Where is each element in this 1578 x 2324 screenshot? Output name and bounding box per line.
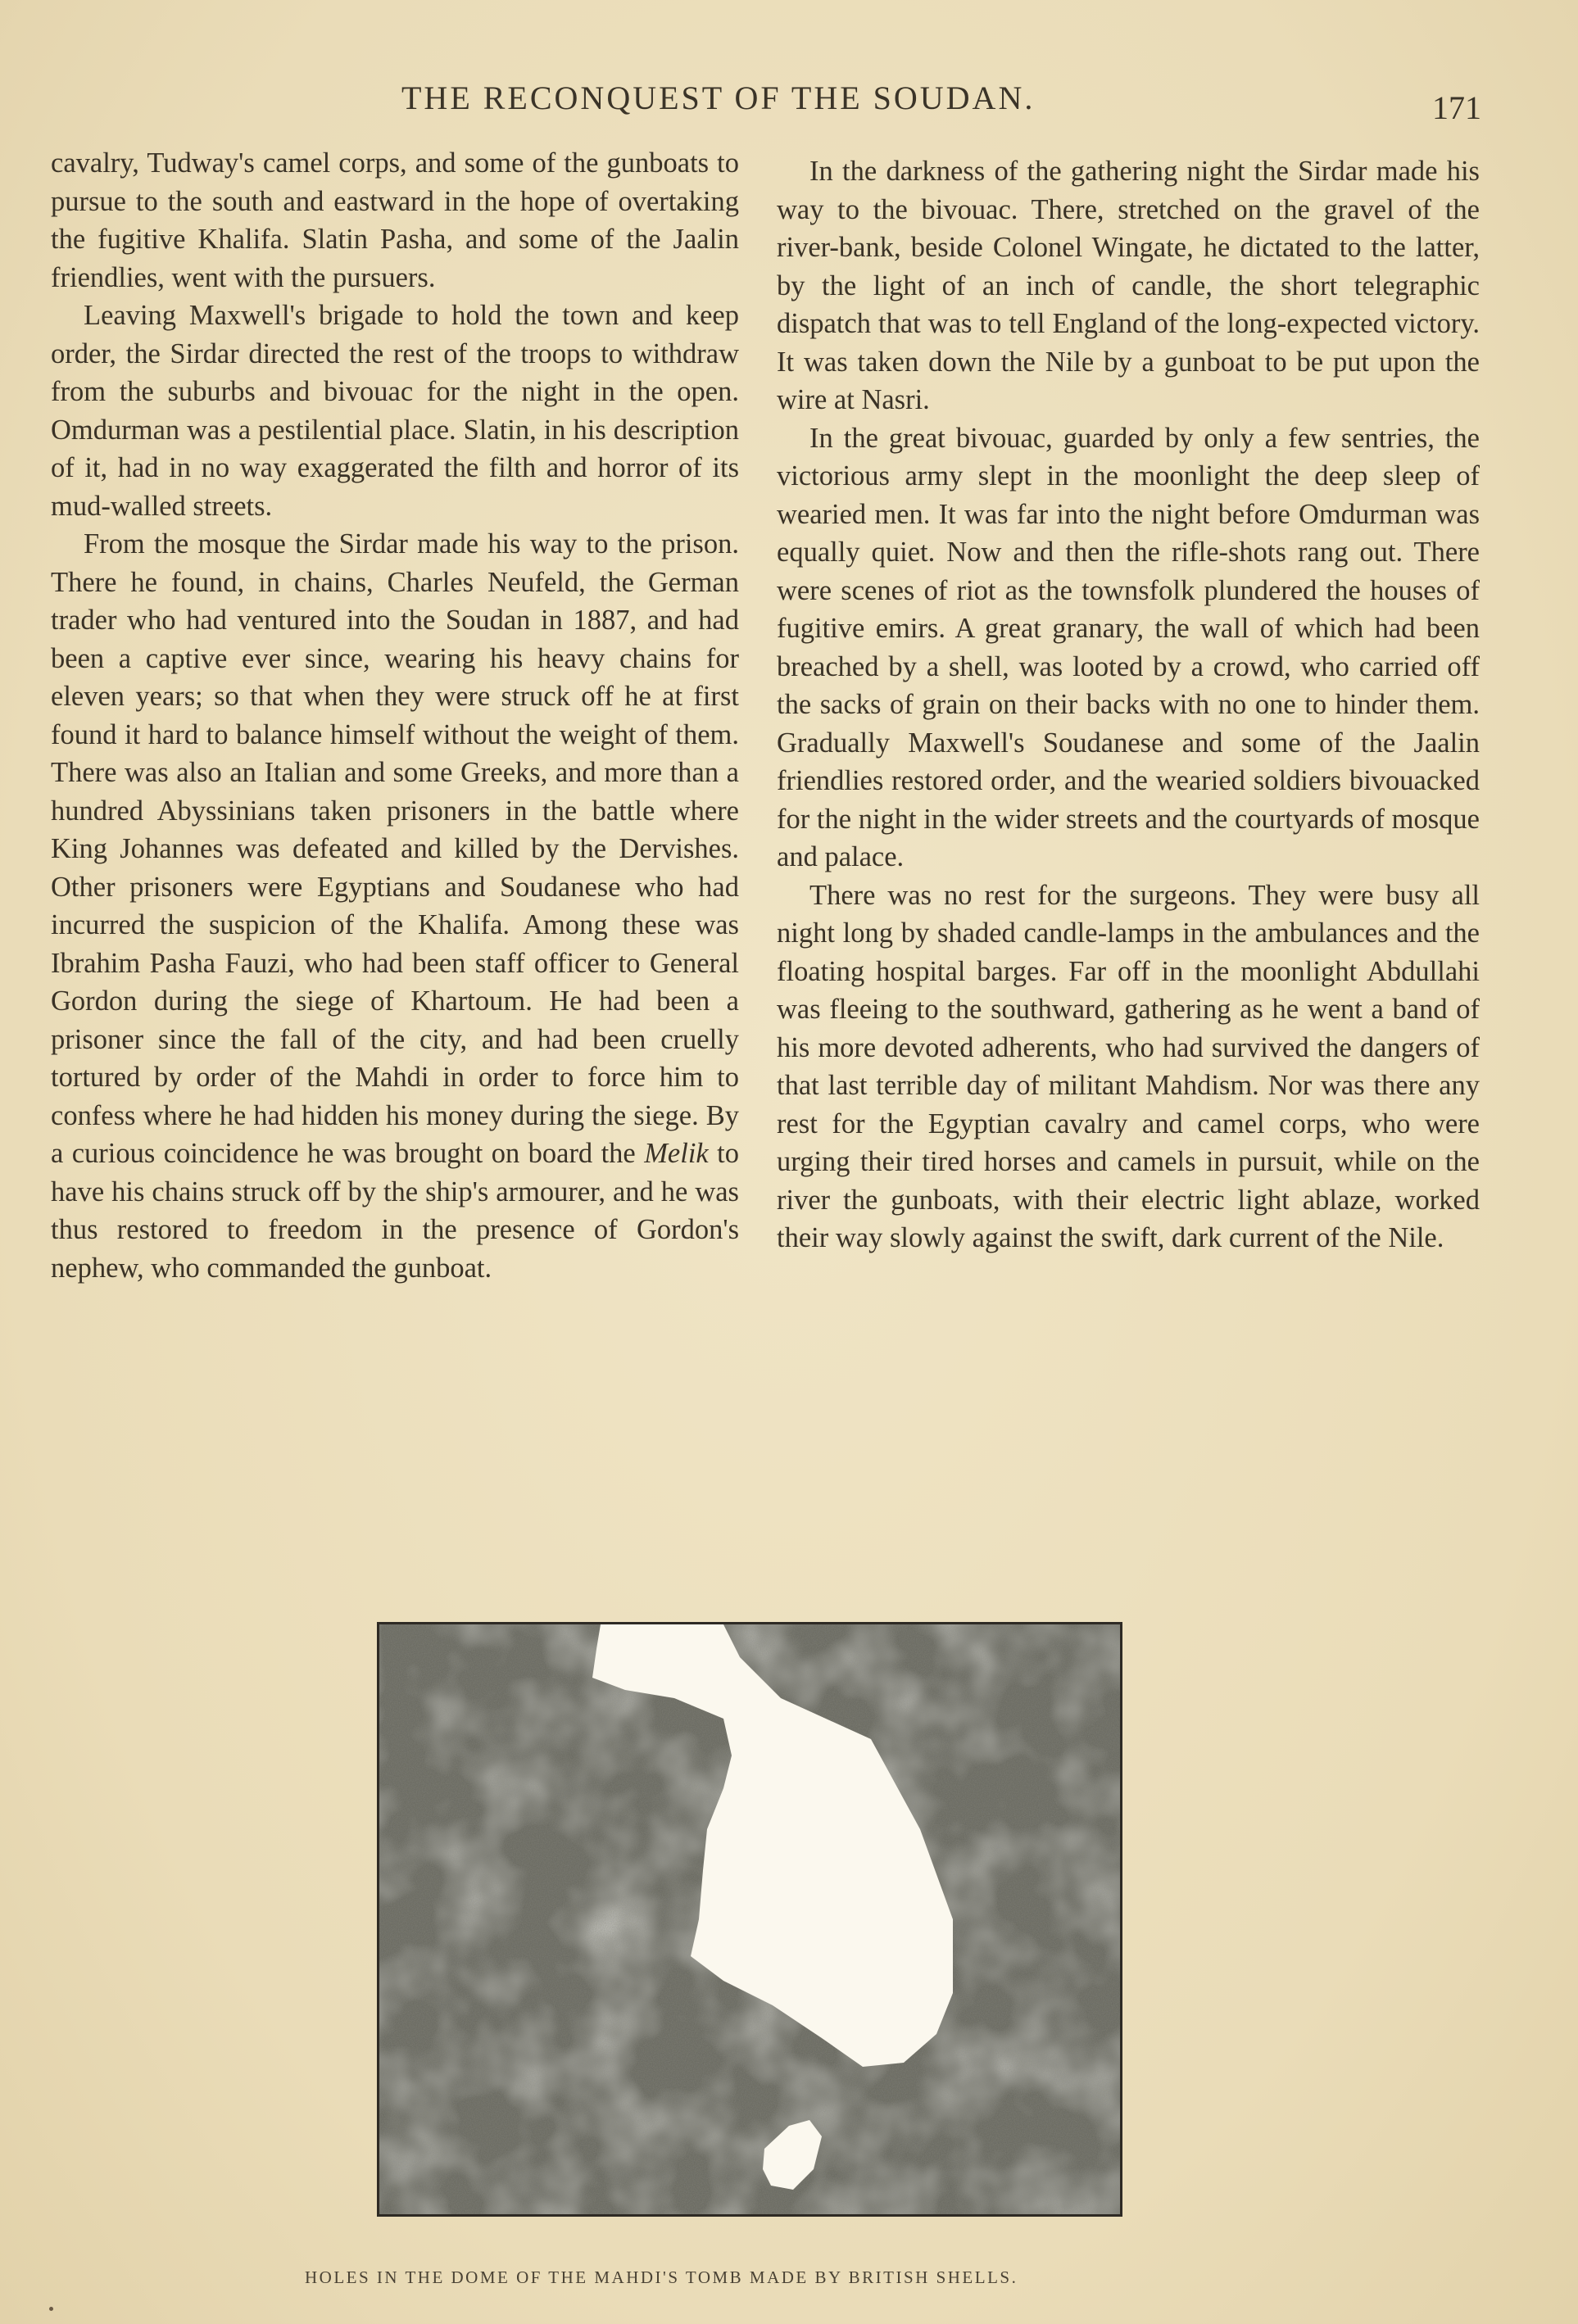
- paragraph: There was no rest for the surgeons. They were busy all night long by shaded candle-lamps in the ambulances and the floating hospital barges. Far off in the moonlight Abdullahi was fleeing to the southward, gathering as he went a band of his more devoted adherents, who had survived the dangers of that last terrible day of militant Mahdism. Nor was there any rest for the Egyptian cavalry and camel corps, who were urging their tired horses and camels in pursuit, while on the river the gunboats, with their electric light ablaze, worked their way slowly against the swift, dark current of the Nile.: [777, 879, 1480, 1253]
- dome-photo-illustration: [379, 1624, 1120, 2214]
- page-number: 171: [1432, 89, 1481, 126]
- paragraph-text: From the mosque the Sirdar made his way to the prison. There he found, in chains, Charles Neufeld, the German trader who had ventured into the Soudan in 1887, and had been a captive ever since, wearing his heavy chains for eleven years; so that when they were struck off he at first found it hard to balance himself without the weight of them. There was also an Italian and some Greeks, and more than a hundred Abyssinians taken prisoners in the battle where King Johannes was defeated and killed by the Dervishes. Other prisoners were Egyptians and Soudanese who had incurred the suspicion of the Khalifa. Among these was Ibrahim Pasha Fauzi, who had been staff officer to General Gordon during the siege of Khartoum. He had been a prisoner since the fall of the city, and had been cruelly tortured by order of the Mahdi in order to force him to confess where he had hidden his money during the siege. By a curious coincidence he was brought on board the: [51, 528, 739, 1169]
- figure-caption: HOLES IN THE DOME OF THE MAHDI'S TOMB MADE BY BRITISH SHELLS.: [305, 2267, 1018, 2287]
- paragraph: In the great bivouac, guarded by only a few sentries, the victorious army slept in the moonlight the deep sleep of wearied men. It was far into the night before Omdurman was equally quiet. Now and then the rifle-shots rang out. There were scenes of riot as the townsfolk plundered the houses of fugitive emirs. A great granary, the wall of which had been breached by a shell, was looted by a crowd, who carried off the sacks of grain on their backs with no one to hinder them. Gradually Maxwell's Soudanese and some of the Jaalin friendlies restored order, and the wearied soldiers bivouacked for the night in the wider streets and the courtyards of mosque and palace.: [777, 422, 1480, 872]
- paragraph: cavalry, Tudway's camel corps, and some of the gunboats to pursue to the south and eastward in the hope of overtaking the fugitive Khalifa. Slatin Pasha, and some of the Jaalin friendlies, went with the pursuers.: [51, 147, 739, 293]
- photograph-dome-holes: [377, 1622, 1122, 2217]
- ship-name: Melik: [644, 1138, 709, 1169]
- paragraph: [51, 525, 739, 1287]
- running-title: THE RECONQUEST OF THE SOUDAN.: [401, 79, 1036, 116]
- paragraph: In the darkness of the gathering night the Sirdar made his way to the bivouac. There, stretched on the gravel of the river-bank, beside Colonel Wingate, he dictated to the latter, by the light of an inch of candle, the short telegraphic dispatch that was to tell England of the long-expected victory. It was taken down the Nile by a gunboat to be put upon the wire at Nasri.: [777, 156, 1480, 415]
- left-column: [51, 144, 739, 1287]
- paragraph: Leaving Maxwell's brigade to hold the town and keep order, the Sirdar directed the rest of the troops to withdraw from the suburbs and bivouac for the night in the open. Omdurman was a pestilential place. Slatin, in his description of it, had in no way exaggerated the filth and horror of its mud-walled streets.: [51, 300, 739, 522]
- paragraph-text: to have his chains struck off by the ship's armourer, and he was thus restored to freedom in the presence of Gordon's nephew, who commanded the gunboat.: [51, 1138, 739, 1284]
- right-column: [777, 152, 1480, 1257]
- ink-speck: [49, 2307, 53, 2311]
